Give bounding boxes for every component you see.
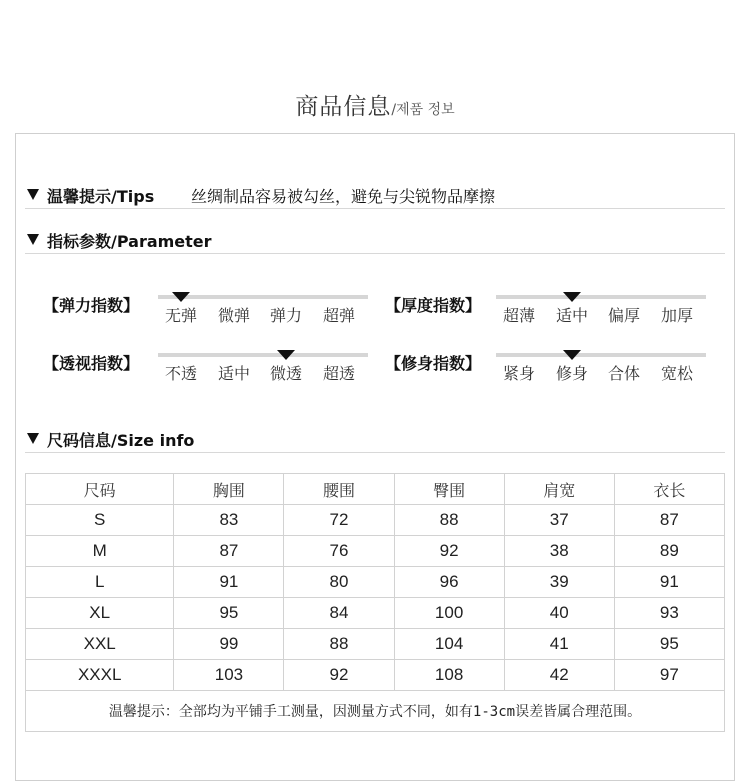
table-cell: 108 (394, 660, 504, 691)
param-label: 【弹力指数】 (43, 296, 140, 315)
table-row (26, 505, 725, 536)
table-cell: XXXL (26, 660, 174, 691)
table-cell: M (26, 536, 174, 567)
param-option: 微弹 (218, 306, 251, 325)
table-cell: XXL (26, 629, 174, 660)
table-cell: 95 (614, 629, 724, 660)
table-cell: 89 (614, 536, 724, 567)
table-cell: 87 (614, 505, 724, 536)
table-cell: 80 (284, 567, 394, 598)
table-cell: 87 (174, 536, 284, 567)
table-cell: 83 (174, 505, 284, 536)
table-header-cell: 肩宽 (504, 474, 614, 505)
table-cell: 91 (614, 567, 724, 598)
param-option: 超透 (323, 364, 356, 383)
table-cell: 103 (174, 660, 284, 691)
table-header-row (26, 474, 725, 505)
param-option: 修身 (556, 364, 589, 383)
table-cell: XL (26, 598, 174, 629)
table-cell: 97 (614, 660, 724, 691)
table-cell: 41 (504, 629, 614, 660)
table-cell: 93 (614, 598, 724, 629)
table-row (26, 629, 725, 660)
param-option: 无弹 (165, 306, 198, 325)
table-note: 温馨提示：全部均为平铺手工测量，因测量方式不同，如有1-3cm误差皆属合理范围。 (26, 691, 725, 732)
param-elasticity (43, 293, 373, 327)
table-cell: 99 (174, 629, 284, 660)
parameter-section-header (25, 229, 725, 254)
table-row (26, 598, 725, 629)
param-option: 宽松 (661, 364, 694, 383)
table-cell: 42 (504, 660, 614, 691)
table-cell: 100 (394, 598, 504, 629)
table-header-cell: 腰围 (284, 474, 394, 505)
parameter-heading: 指标参数/Parameter (47, 232, 212, 251)
param-label: 【厚度指数】 (385, 296, 482, 315)
table-cell: 84 (284, 598, 394, 629)
param-track (496, 353, 706, 357)
tips-text: 丝绸制品容易被勾丝，避免与尖锐物品摩擦 (191, 187, 496, 206)
table-cell: 95 (174, 598, 284, 629)
table-header-cell: 衣长 (614, 474, 724, 505)
table-row (26, 536, 725, 567)
size-section-header (25, 428, 725, 453)
param-thickness (385, 293, 715, 327)
param-option: 偏厚 (608, 306, 641, 325)
table-cell: 92 (394, 536, 504, 567)
table-row (26, 567, 725, 598)
param-option: 超弹 (323, 306, 356, 325)
tips-heading: 温馨提示/Tips (47, 187, 155, 206)
param-track (158, 353, 368, 357)
table-cell: 88 (394, 505, 504, 536)
param-marker-icon (277, 350, 295, 360)
page-title-sub: /제품 정보 (391, 102, 455, 118)
tips-section-header (25, 184, 725, 209)
table-cell: 40 (504, 598, 614, 629)
table-cell: 38 (504, 536, 614, 567)
param-marker-icon (563, 292, 581, 302)
page-title-main: 商品信息 (295, 94, 392, 120)
table-header-cell: 胸围 (174, 474, 284, 505)
triangle-down-icon (27, 433, 39, 444)
table-cell: 96 (394, 567, 504, 598)
table-cell: 39 (504, 567, 614, 598)
param-option: 紧身 (503, 364, 536, 383)
table-row (26, 660, 725, 691)
triangle-down-icon (27, 189, 39, 200)
param-option: 适中 (218, 364, 251, 383)
param-option: 合体 (608, 364, 641, 383)
param-fit (385, 351, 715, 385)
param-transparency (43, 351, 373, 385)
triangle-down-icon (27, 234, 39, 245)
param-label: 【透视指数】 (43, 354, 140, 373)
table-cell: L (26, 567, 174, 598)
page-title (0, 88, 750, 121)
param-track (496, 295, 706, 299)
table-cell: 88 (284, 629, 394, 660)
param-option: 微透 (270, 364, 303, 383)
param-option: 不透 (165, 364, 198, 383)
param-marker-icon (563, 350, 581, 360)
table-cell: 37 (504, 505, 614, 536)
param-option: 超薄 (503, 306, 536, 325)
param-option: 弹力 (270, 306, 303, 325)
table-cell: 72 (284, 505, 394, 536)
param-label: 【修身指数】 (385, 354, 482, 373)
table-cell: 91 (174, 567, 284, 598)
param-option: 适中 (556, 306, 589, 325)
param-option: 加厚 (661, 306, 694, 325)
size-heading: 尺码信息/Size info (47, 431, 195, 450)
table-header-cell: 尺码 (26, 474, 174, 505)
table-cell: 76 (284, 536, 394, 567)
param-marker-icon (172, 292, 190, 302)
table-note-row (26, 691, 725, 732)
table-cell: S (26, 505, 174, 536)
table-header-cell: 臀围 (394, 474, 504, 505)
table-cell: 104 (394, 629, 504, 660)
table-cell: 92 (284, 660, 394, 691)
size-table (25, 473, 725, 732)
